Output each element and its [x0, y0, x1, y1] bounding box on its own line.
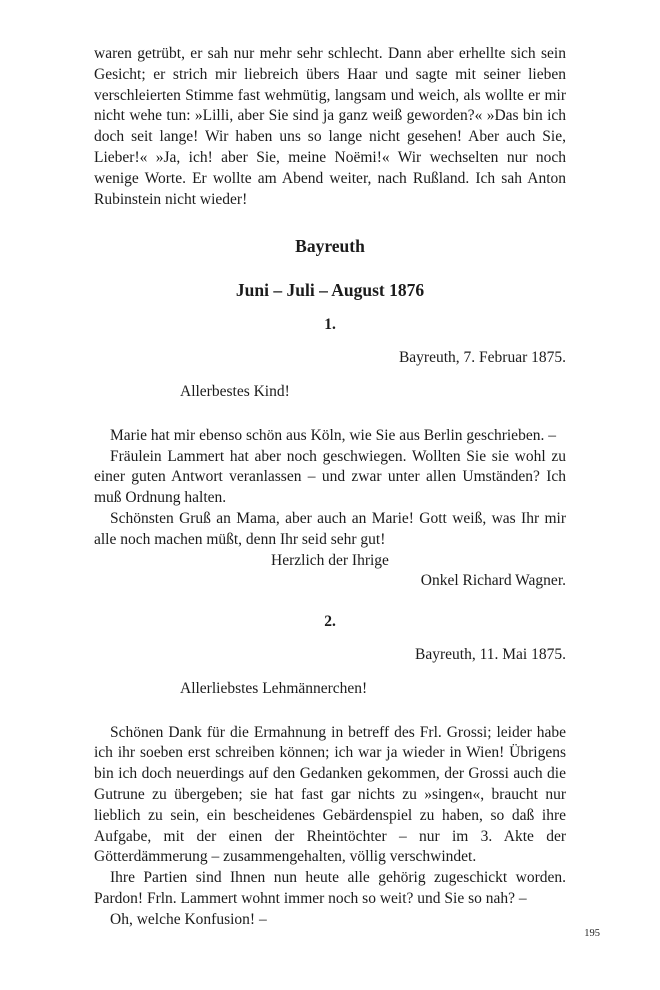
- letter-1: [94, 315, 566, 592]
- continuation-paragraph: waren getrübt, er sah nur mehr sehr schlecht. Dann aber erhellte sich sein Gesicht; er strich mir liebreich übers Haar und sagte mit seiner lieben verschleierten Stimme fast wehmütig, langsam und weich, als wollte er mir nicht wehe tun: »Lilli, aber Sie sind ja ganz weiß geworden?« »Das bin ich doch seit lange! Wir haben uns so lange nicht gesehen! Aber auch Sie, Lieber!« »Ja, ich! aber Sie, meine Noëmi!« Wir wechselten nur noch wenige Worte. Er wollte am Abend weiter, nach Rußland. Ich sah Anton Rubinstein nicht wieder!: [94, 45, 566, 208]
- letter-paragraph: Ihre Partien sind Ihnen nun heute alle gehörig zugeschickt worden. Pardon! Frln. Lammert wohnt immer noch so weit? und Sie so nah? –: [94, 869, 566, 907]
- letter-body: [94, 723, 566, 931]
- letter-paragraph: Schönsten Gruß an Mama, aber auch an Marie! Gott weiß, was Ihr mir alle noch machen müßt, denn Ihr seid sehr gut!: [94, 509, 566, 548]
- letter-salutation: Allerbestes Kind!: [180, 382, 290, 400]
- letter-number: 2.: [324, 613, 336, 631]
- chapter-subtitle: Juni – Juli – August 1876: [235, 280, 425, 301]
- letter-body: [94, 426, 566, 551]
- letter-number: 1.: [324, 316, 336, 334]
- chapter-title: Bayreuth: [295, 236, 365, 257]
- letter-closing: Herzlich der Ihrige: [271, 551, 389, 569]
- letter-dateline: Bayreuth, 11. Mai 1875.: [415, 645, 566, 663]
- page-number: 195: [584, 928, 600, 939]
- letter-salutation: Allerliebstes Lehmännerchen!: [180, 679, 368, 697]
- letter-paragraph: Fräulein Lammert hat aber noch geschwiegen. Wollten Sie sie wohl zu einer guten Antwort veranlassen – und zwar unter allen Umständen? Ich muß Ordnung halten.: [94, 447, 566, 507]
- letter-paragraph: Oh, welche Konfusion! –: [110, 910, 267, 928]
- letter-paragraph: Schönen Dank für die Ermahnung in betreff des Frl. Grossi; leider habe ich ihr soeben erst schreiben können; ich war ja wieder in Wien! Übrigens bin ich doch neuerdings auf den Gedanken gekommen, der Grossi auch die Gutrune zu übergeben; sie hat fast gar nichts zu »singen«, braucht nur lieblich zu sein, ein bescheidenes Gebärdenspiel zu haben, so daß ihre Aufgabe, mit der einen der Rheintöchter – nur im 3. Akte der Götterdämmerung – zusammengehalten, völlig verschwindet.: [94, 723, 566, 866]
- letter-dateline: Bayreuth, 7. Februar 1875.: [398, 349, 566, 367]
- letter-signature: Onkel Richard Wagner.: [420, 572, 566, 590]
- letter-paragraph: Marie hat mir ebenso schön aus Köln, wie Sie aus Berlin geschrieben. –: [110, 426, 556, 444]
- letter-2: [94, 612, 566, 930]
